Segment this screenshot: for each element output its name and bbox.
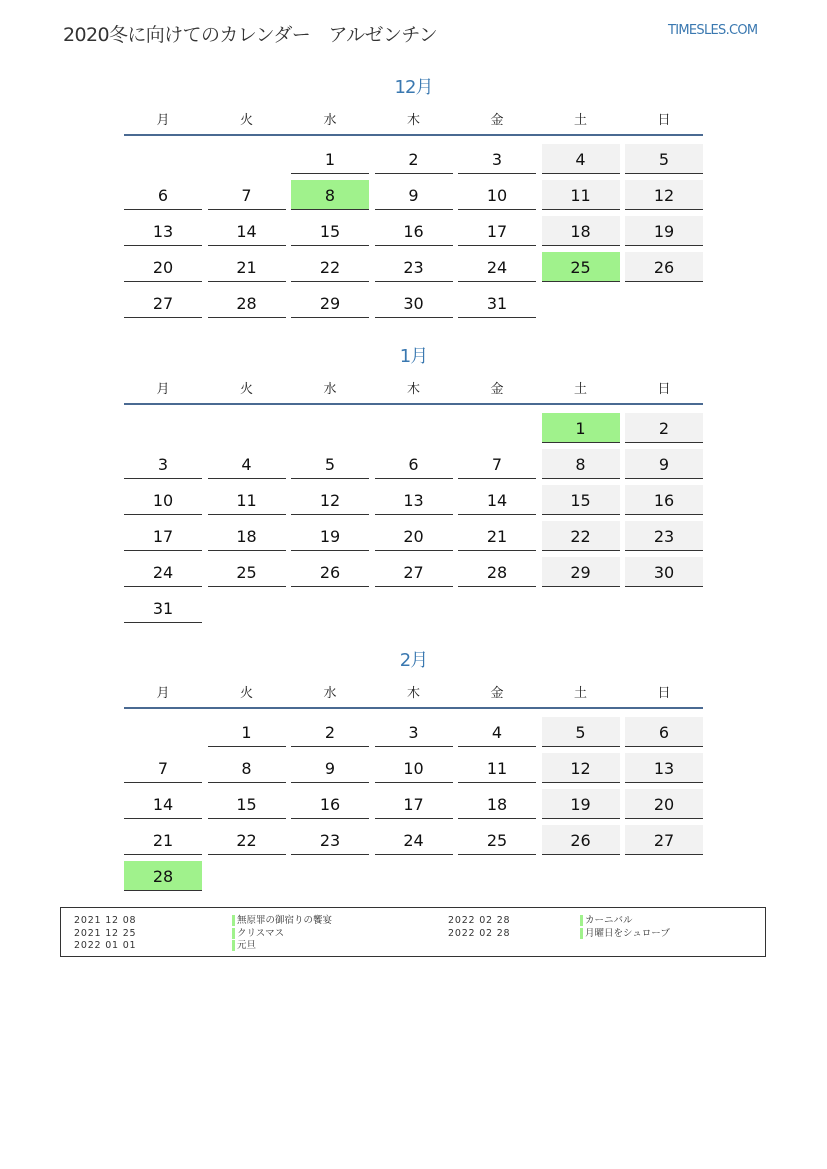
weekday-label: 金 xyxy=(490,113,504,128)
day-cell: 29 xyxy=(291,288,369,318)
weekday-label: 日 xyxy=(657,113,671,128)
day-cell-holiday: 25 xyxy=(542,252,620,282)
month-title: 2月 xyxy=(399,650,428,671)
day-cell: 24 xyxy=(458,252,536,282)
holiday-date: 2022 02 28 xyxy=(448,927,511,939)
weekday-label: 火 xyxy=(239,686,253,701)
day-cell: 13 xyxy=(625,753,703,783)
day-cell: 20 xyxy=(124,252,202,282)
day-cell: 24 xyxy=(124,557,202,587)
day-cell: 6 xyxy=(375,449,453,479)
day-cell: 2 xyxy=(625,413,703,443)
day-cell: 4 xyxy=(542,144,620,174)
day-cell: 17 xyxy=(375,789,453,819)
day-cell: 4 xyxy=(208,449,286,479)
page-title: 2020冬に向けてのカレンダー アルゼンチン xyxy=(63,24,438,46)
weekday-label: 火 xyxy=(239,382,253,397)
holiday-date: 2022 02 28 xyxy=(448,915,511,926)
day-cell-holiday: 8 xyxy=(291,180,369,210)
day-cell: 11 xyxy=(458,753,536,783)
day-cell: 3 xyxy=(375,717,453,747)
day-cell: 14 xyxy=(208,216,286,246)
header-divider xyxy=(124,707,703,709)
day-cell: 29 xyxy=(542,557,620,587)
day-cell: 11 xyxy=(542,180,620,210)
weekday-label: 木 xyxy=(406,382,420,397)
header-divider xyxy=(124,403,703,405)
holiday-date: 2022 01 01 xyxy=(74,940,137,951)
day-cell: 7 xyxy=(124,753,202,783)
day-cell: 27 xyxy=(375,557,453,587)
day-cell: 15 xyxy=(291,216,369,246)
day-cell: 12 xyxy=(625,180,703,210)
weekday-label: 月 xyxy=(156,686,170,701)
day-cell: 28 xyxy=(208,288,286,318)
day-cell: 25 xyxy=(208,557,286,587)
day-cell: 13 xyxy=(124,216,202,246)
weekday-label: 金 xyxy=(490,382,504,397)
month-title: 12月 xyxy=(394,77,433,98)
day-cell: 16 xyxy=(291,789,369,819)
weekday-label: 金 xyxy=(490,686,504,701)
day-cell: 15 xyxy=(208,789,286,819)
day-cell: 31 xyxy=(458,288,536,318)
day-cell: 12 xyxy=(291,485,369,515)
day-cell: 16 xyxy=(375,216,453,246)
weekday-label: 月 xyxy=(156,382,170,397)
weekday-label: 日 xyxy=(657,686,671,701)
day-cell: 19 xyxy=(625,216,703,246)
day-cell: 27 xyxy=(625,825,703,855)
day-cell: 18 xyxy=(542,216,620,246)
month-title: 1月 xyxy=(399,346,428,367)
weekday-label: 木 xyxy=(406,113,420,128)
holiday-name: クリスマス xyxy=(232,928,284,940)
day-cell-holiday: 1 xyxy=(542,413,620,443)
day-cell: 5 xyxy=(542,717,620,747)
day-cell: 5 xyxy=(291,449,369,479)
day-cell: 6 xyxy=(124,180,202,210)
day-cell: 12 xyxy=(542,753,620,783)
day-cell: 22 xyxy=(542,521,620,551)
day-cell: 7 xyxy=(458,449,536,479)
weekday-label: 水 xyxy=(323,113,337,128)
day-cell: 20 xyxy=(625,789,703,819)
day-cell: 3 xyxy=(124,449,202,479)
day-cell: 30 xyxy=(375,288,453,318)
day-cell: 22 xyxy=(291,252,369,282)
day-cell: 9 xyxy=(625,449,703,479)
day-cell: 26 xyxy=(291,557,369,587)
day-cell: 10 xyxy=(458,180,536,210)
site-link[interactable]: TIMESLES.COM xyxy=(668,23,758,38)
day-cell: 26 xyxy=(625,252,703,282)
day-cell: 24 xyxy=(375,825,453,855)
day-cell: 16 xyxy=(625,485,703,515)
holiday-name: 月曜日をシュローブ xyxy=(580,928,670,940)
weekday-label: 土 xyxy=(573,113,587,128)
day-cell: 21 xyxy=(208,252,286,282)
day-cell: 10 xyxy=(124,485,202,515)
day-cell: 23 xyxy=(625,521,703,551)
day-cell: 31 xyxy=(124,593,202,623)
day-cell: 4 xyxy=(458,717,536,747)
holiday-date: 2021 12 08 xyxy=(74,915,137,926)
weekday-label: 水 xyxy=(323,382,337,397)
day-cell: 23 xyxy=(291,825,369,855)
header-divider xyxy=(124,134,703,136)
holiday-name: 無原罪の御宿りの饗宴 xyxy=(232,915,332,927)
day-cell: 30 xyxy=(625,557,703,587)
day-cell: 13 xyxy=(375,485,453,515)
day-cell: 27 xyxy=(124,288,202,318)
holiday-list xyxy=(60,907,766,957)
day-cell: 18 xyxy=(208,521,286,551)
day-cell: 8 xyxy=(208,753,286,783)
day-cell: 14 xyxy=(124,789,202,819)
weekday-label: 木 xyxy=(406,686,420,701)
day-cell: 5 xyxy=(625,144,703,174)
day-cell: 7 xyxy=(208,180,286,210)
weekday-label: 月 xyxy=(156,113,170,128)
day-cell: 19 xyxy=(291,521,369,551)
holiday-date: 2021 12 25 xyxy=(74,927,137,939)
weekday-label: 土 xyxy=(573,686,587,701)
weekday-label: 水 xyxy=(323,686,337,701)
day-cell: 25 xyxy=(458,825,536,855)
day-cell: 21 xyxy=(124,825,202,855)
day-cell: 9 xyxy=(291,753,369,783)
holiday-name: カーニバル xyxy=(580,915,633,927)
day-cell: 28 xyxy=(458,557,536,587)
day-cell: 2 xyxy=(375,144,453,174)
day-cell: 22 xyxy=(208,825,286,855)
day-cell: 9 xyxy=(375,180,453,210)
weekday-label: 土 xyxy=(573,382,587,397)
day-cell: 14 xyxy=(458,485,536,515)
day-cell: 3 xyxy=(458,144,536,174)
day-cell: 26 xyxy=(542,825,620,855)
day-cell: 21 xyxy=(458,521,536,551)
day-cell: 11 xyxy=(208,485,286,515)
weekday-label: 日 xyxy=(657,382,671,397)
day-cell: 6 xyxy=(625,717,703,747)
day-cell: 17 xyxy=(124,521,202,551)
day-cell: 20 xyxy=(375,521,453,551)
day-cell: 1 xyxy=(208,717,286,747)
day-cell: 23 xyxy=(375,252,453,282)
day-cell: 18 xyxy=(458,789,536,819)
day-cell: 15 xyxy=(542,485,620,515)
day-cell: 8 xyxy=(542,449,620,479)
day-cell: 17 xyxy=(458,216,536,246)
day-cell: 19 xyxy=(542,789,620,819)
day-cell-holiday: 28 xyxy=(124,861,202,891)
weekday-label: 火 xyxy=(239,113,253,128)
day-cell: 1 xyxy=(291,144,369,174)
day-cell: 10 xyxy=(375,753,453,783)
holiday-name: 元旦 xyxy=(232,940,256,952)
day-cell: 2 xyxy=(291,717,369,747)
